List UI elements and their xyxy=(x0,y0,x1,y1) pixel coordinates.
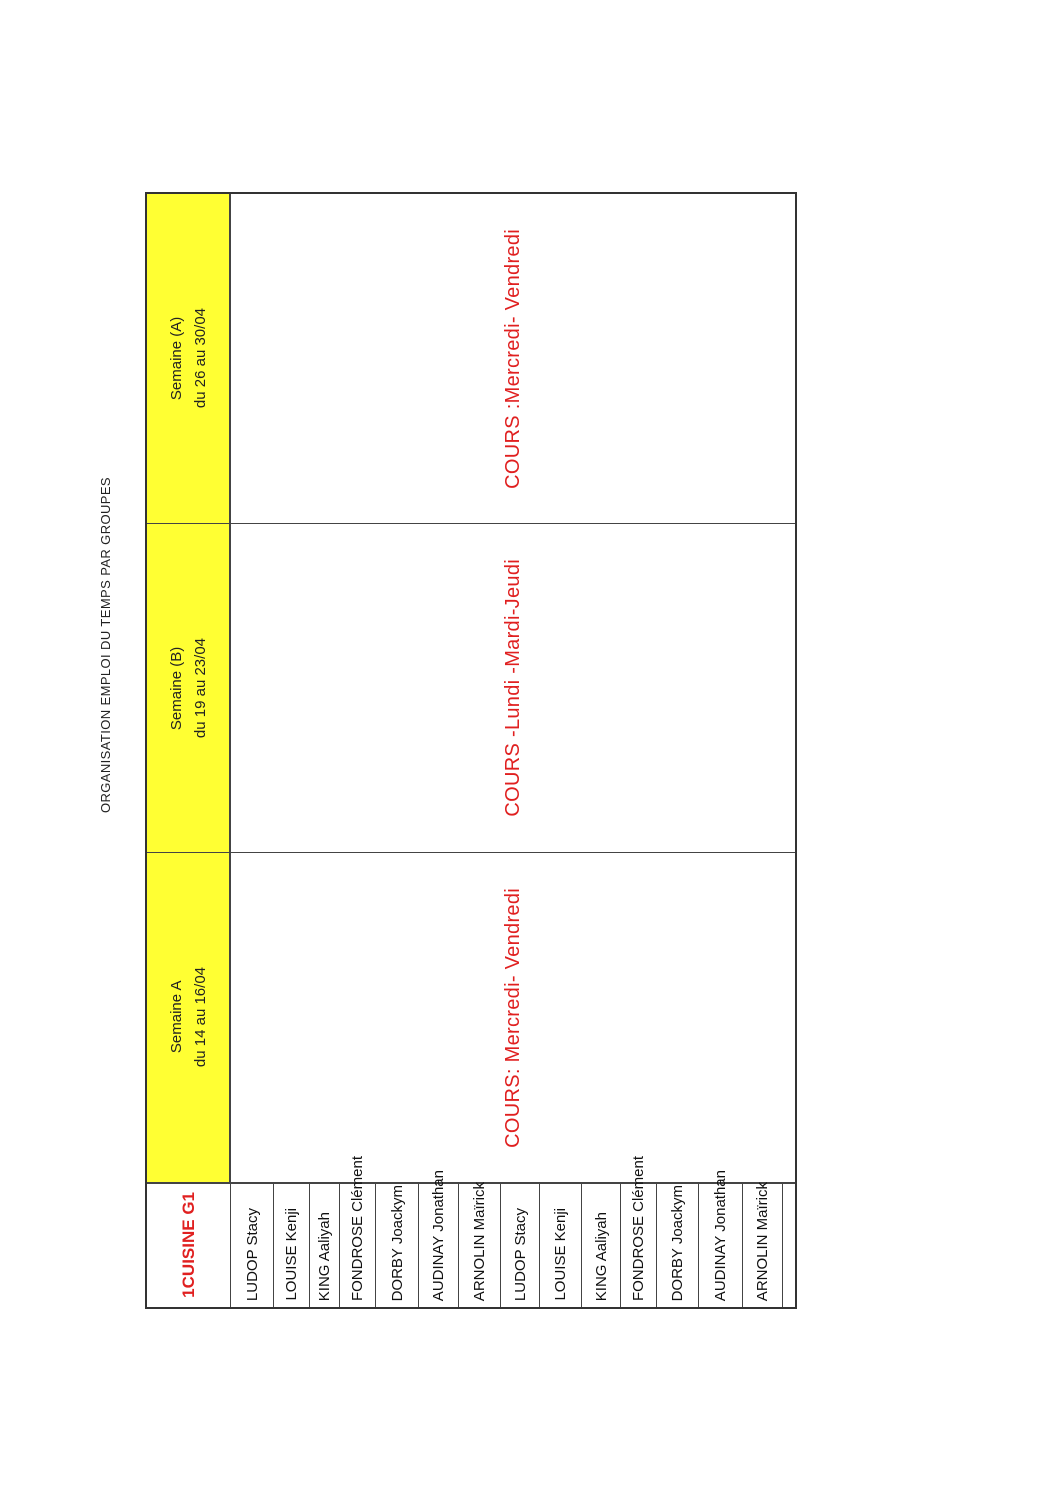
student-cell xyxy=(501,1182,540,1307)
student-row xyxy=(147,1155,795,1307)
student-cell xyxy=(459,1182,501,1307)
student-name: KING Aaliyah xyxy=(316,1211,333,1301)
student-cell xyxy=(783,1182,795,1307)
week-header-b xyxy=(147,524,231,853)
student-name: ARNOLIN Maïrick xyxy=(471,1181,488,1301)
student-cell xyxy=(419,1169,459,1307)
student-name: AUDINAY Jonathan xyxy=(712,1169,729,1301)
schedule-body xyxy=(231,194,795,1184)
week-header-a2 xyxy=(147,194,231,524)
student-name: AUDINAY Jonathan xyxy=(430,1169,447,1301)
week-label-line1: Semaine (A) xyxy=(168,316,185,401)
cours-text: COURS: Mercredi- Vendredi xyxy=(501,887,524,1148)
group-name: 1CUISINE G1 xyxy=(178,1191,198,1298)
cours-cell-a2 xyxy=(231,194,795,524)
student-cell xyxy=(540,1182,582,1307)
student-name: LOUISE Kenji xyxy=(283,1208,300,1301)
student-name: LUDOP Stacy xyxy=(243,1207,261,1301)
student-cell xyxy=(274,1182,310,1307)
student-name: DORBY Joackym xyxy=(388,1184,406,1301)
cours-cell-a1 xyxy=(231,853,795,1184)
student-name: LUDOP Stacy xyxy=(511,1207,529,1301)
cours-text: COURS :Mercredi- Vendredi xyxy=(501,228,524,489)
student-name: KING Aaliyah xyxy=(592,1211,610,1301)
student-name: FONDROSE Clément xyxy=(630,1155,647,1301)
week-label-line2: du 26 au 30/04 xyxy=(192,308,209,409)
cours-cell-b xyxy=(231,524,795,853)
student-cell xyxy=(231,1182,274,1307)
week-label-line2: du 14 au 16/04 xyxy=(192,967,209,1068)
student-cell xyxy=(376,1182,419,1307)
cours-text: COURS -Lundi -Mardi-Jeudi xyxy=(501,559,524,817)
student-name: DORBY Joackym xyxy=(669,1184,686,1301)
student-cell xyxy=(621,1155,657,1307)
page-title: ORGANISATION EMPLOI DU TEMPS PAR GROUPES xyxy=(98,477,113,813)
student-name: LOUISE Kenji xyxy=(552,1208,569,1301)
student-name: FONDROSE Clément xyxy=(349,1155,366,1301)
student-cell xyxy=(657,1182,699,1307)
student-cell xyxy=(699,1169,743,1307)
week-header-a1 xyxy=(147,853,231,1184)
student-cell xyxy=(743,1182,783,1307)
schedule-table xyxy=(145,192,797,1309)
group-name-cell xyxy=(147,1182,231,1307)
week-label-line2: du 19 au 23/04 xyxy=(192,637,209,739)
student-name: ARNOLIN Maïrick xyxy=(754,1181,771,1301)
week-header-column xyxy=(147,194,231,1184)
student-cell xyxy=(340,1155,376,1307)
student-cell xyxy=(582,1182,621,1307)
week-label-line1: Semaine (B) xyxy=(168,646,185,730)
student-cell xyxy=(310,1182,340,1307)
week-label-line1: Semaine A xyxy=(168,981,185,1054)
